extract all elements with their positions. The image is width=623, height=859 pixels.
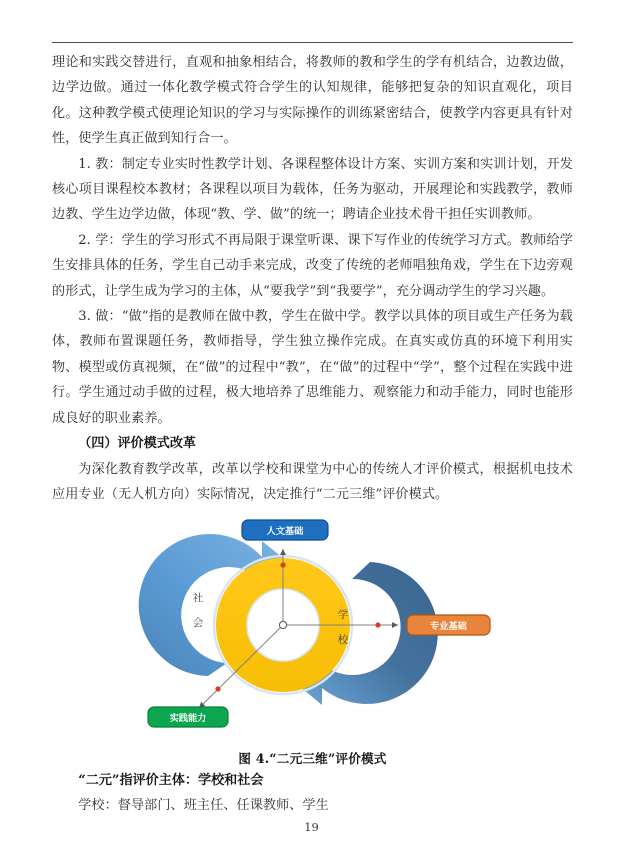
page-number: 19 [304,820,319,834]
ring-label-school-char-2: 校 [337,634,349,646]
ring-label-society-char-2: 会 [192,617,204,629]
figure-diagram [52,508,573,740]
marker-top [280,562,285,567]
section-paragraph: 为深化教育教学改革，改革以学校和课堂为中心的传统人才评价模式，根据机电技术应用专业（无人机方向）实际情况，决定推行“二元三维”评价模式。 [52,461,573,502]
document-body-after-figure [52,768,573,819]
label-box-professional[interactable] [407,615,490,635]
ring-label-school-char-1: 学 [337,609,349,621]
header-rule [52,42,573,43]
label-box-humanities[interactable] [242,520,328,540]
label-practice-text: 实践能力 [169,713,207,724]
after-figure-heading: “二元”指评价主体：学校和社会 [78,773,264,788]
label-professional-text: 专业基础 [430,621,467,632]
paragraph-intro: 理论和实践交替进行，直观和抽象相结合，将教师的教和学生的学有机结合，边教边做，边学边做。通过一体化教学模式符合学生的认知规律，能够把复杂的知识直观化，项目化。这种教学模式使理论知识的学习与实际操作的训练紧密结合，使教学内容更具有针对性，使学生真正做到知行合一。 [52,55,573,147]
ring-label-society-char-1: 社 [192,592,204,604]
figure-canvas [130,508,500,740]
marker-bottom-left [215,686,220,691]
document-body [52,50,573,507]
figure-caption: 图 4.“二元三维”评价模式 [238,751,387,766]
after-figure-paragraph: 学校：督导部门、班主任、任课教师、学生 [78,798,329,814]
paragraph-item-3: 3. 做：“做”指的是教师在做中教，学生在做中学。教学以具体的项目或生产任务为载体，教师布置课题任务，教师指导，学生独立操作完成。在真实或仿真的环境下利用实物、模型或仿真视频，在“做”的过程中“教”，在“做”的过程中“学”，整个过程在实践中进行。学生通过动手做的过程，极大地培养了思维能力、观察能力和动手能力，同时也能形成良好的职业素养。 [52,309,573,426]
paragraph-item-1: 1. 教：制定专业实时性教学计划、各课程整体设计方案、实训方案和实训计划，开发核心项目课程校本教材；各课程以项目为载体，任务为驱动，开展理论和实践教学，教师边教、学生边学边做，体现“教、学、做”的统一；聘请企业技术骨干担任实训教师。 [52,156,573,223]
marker-right [375,622,380,627]
paragraph-item-2: 2. 学：学生的学习形式不再局限于课堂听课、课下写作业的传统学习方式。教师给学生安排具体的任务，学生自己动手来完成，改变了传统的老师唱独角戏，学生在下边旁观的形式，让学生成为学习的主体，从“要我学”到“我要学”，充分调动学生的学习兴趣。 [52,232,573,299]
label-box-practice[interactable] [148,707,228,727]
label-humanities-text: 人文基础 [266,526,304,537]
section-heading: （四）评价模式改革 [78,436,197,452]
